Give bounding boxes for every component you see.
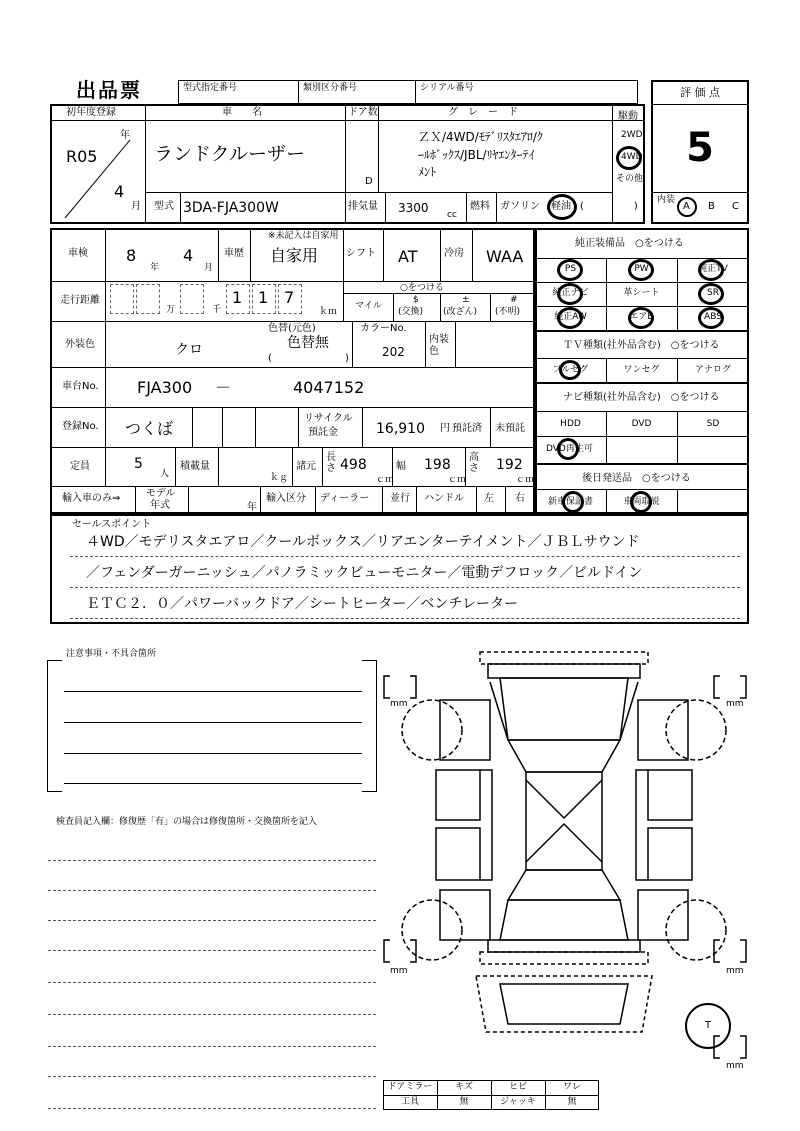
unknown-option[interactable]: (不明): [495, 307, 521, 317]
later-warranty-circle: [562, 491, 584, 513]
designation-label: 型式指定番号: [183, 83, 238, 93]
model-label: 型式: [154, 201, 174, 212]
inspection-label: 車検: [68, 248, 88, 259]
chassis-label: 車台No.: [62, 381, 99, 392]
legend-header-3: ヒビ: [508, 1082, 527, 1092]
legend-header-4: ワレ: [562, 1082, 581, 1092]
interior-a-circle: [677, 197, 697, 217]
chassis-value-1: FJA300: [137, 378, 193, 397]
equipment-title: 純正装備品 ○をつける: [575, 238, 684, 249]
first-reg-month: 4: [114, 182, 125, 201]
equip-navi[interactable]: 純正ナビ: [552, 288, 589, 298]
equip-ps-circle: [557, 259, 583, 281]
equip-pw[interactable]: PW: [634, 264, 649, 274]
repaint-value: 色替無: [287, 335, 329, 351]
tv-fullseg[interactable]: フルセグ: [552, 365, 589, 375]
tv-title: ＴＶ種類(社外品含む) ○をつける: [563, 340, 720, 351]
inspector-label: 検査員記入欄：修復歴「有」の場合は修復箇所・交換箇所を記入: [56, 817, 318, 827]
equip-tv[interactable]: 純正TV: [698, 264, 728, 274]
navi-sd[interactable]: SD: [706, 419, 720, 429]
recycle-label-1: リサイクル: [304, 413, 353, 424]
model-year-unit: 年: [247, 502, 257, 513]
width-cm: ｃｍ: [448, 475, 467, 485]
model-year-label-1: モデル: [146, 488, 176, 499]
grade-label: グ レ ー ド: [448, 107, 518, 118]
ext-color-value: クロ: [175, 342, 203, 358]
import-cat-label: 輸入区分: [266, 493, 306, 504]
grade-line-1: ＺＸ/4WD/ﾓﾃﾞﾘｽﾀｴｱﾛ/ｸ: [418, 130, 543, 144]
load-label: 積載量: [180, 461, 210, 472]
import-dealer[interactable]: ディーラー: [320, 493, 370, 504]
import-only-label: 輸入車のみ⇒: [62, 493, 121, 504]
dims-label: 諸元: [296, 461, 316, 472]
doors-value: D: [365, 176, 373, 187]
height-value: 192: [496, 457, 523, 473]
mm-rear-left: mm: [390, 966, 408, 976]
chassis-value-2: 4047152: [293, 378, 365, 397]
repaint-label: 色替(元色): [268, 323, 316, 334]
equip-tv-circle: [698, 259, 724, 281]
capacity-value: 5: [134, 456, 143, 472]
equip-leather[interactable]: 革シート: [623, 288, 660, 298]
inspection-year: 8: [126, 246, 137, 265]
notes-bracket-right: [362, 660, 377, 792]
interior-c[interactable]: C: [732, 201, 739, 212]
mile-option[interactable]: マイル: [355, 301, 382, 311]
ac-label: 冷房: [444, 248, 464, 259]
equip-ps[interactable]: PS: [564, 264, 577, 274]
legend-tools-value: 無: [459, 1097, 469, 1107]
legend-jack-value: 無: [567, 1097, 577, 1107]
recycle-yen: 円: [440, 423, 450, 434]
inspection-month: 4: [183, 246, 194, 265]
fuel-gasoline[interactable]: ガソリン: [500, 201, 540, 212]
later-manual-circle: [630, 491, 652, 513]
model-year-label-2: 年式: [150, 500, 170, 511]
handle-left[interactable]: 左: [484, 493, 494, 504]
drive-2wd[interactable]: 2WD: [621, 130, 643, 140]
spare-tire-label: T: [705, 1020, 712, 1031]
car-name-label: 車 名: [222, 107, 262, 118]
recycle-value: 16,910: [376, 421, 425, 437]
height-cm: ｃｍ: [516, 475, 535, 485]
displacement-unit: cc: [447, 210, 457, 220]
length-cm: ｃｍ: [376, 475, 395, 485]
unknown-symbol: #: [510, 295, 518, 305]
mm-front-right: mm: [726, 699, 744, 709]
legend-header-1: ドアミラー: [387, 1082, 433, 1092]
handle-label: ハンドル: [424, 493, 464, 504]
first-reg-era: R05: [66, 147, 98, 166]
page-title: 出品票: [76, 78, 142, 102]
recycle-unpaid[interactable]: 未預託: [495, 423, 525, 434]
mm-spare: mm: [726, 1061, 744, 1071]
capacity-label: 定員: [70, 461, 90, 472]
grade-line-3: ﾒﾝﾄ: [418, 165, 437, 179]
width-label: 幅: [396, 461, 406, 472]
sales-line-2: ／フェンダーガーニッシュ／パノラミックビューモニター／電動デフロック／ビルドイン: [86, 565, 643, 581]
fuel-diesel[interactable]: 軽油: [551, 201, 571, 212]
mileage-digit-2: 1: [258, 288, 269, 307]
equip-aw-circle: [557, 307, 583, 329]
import-parallel[interactable]: 並行: [390, 493, 410, 504]
length-value: 498: [340, 457, 367, 473]
equip-abs[interactable]: ABS: [704, 312, 722, 322]
chassis-dash: －: [215, 378, 232, 397]
tv-analog[interactable]: アナログ: [694, 365, 731, 375]
swap-symbol: $: [413, 295, 419, 305]
fuel-label: 燃料: [470, 201, 490, 212]
navi-dvd-playback-circle: [557, 438, 579, 460]
score-label: 評 価 点: [680, 86, 720, 99]
repaint-paren-open: (: [268, 353, 272, 364]
notes-bracket-left: [47, 660, 62, 792]
notes-label: 注意事項・不具合箇所: [66, 649, 157, 659]
equip-sr[interactable]: SR: [707, 288, 719, 298]
doors-label: ドア数: [348, 107, 378, 118]
first-reg-month-unit: 月: [131, 201, 141, 212]
navi-dvd-playback[interactable]: DVD再生可: [546, 444, 593, 454]
sales-label: セールスポイント: [72, 519, 152, 530]
sales-line-3: ＥＴＣ２．０／パワーバックドア／シートヒーター／ベンチレーター: [86, 596, 519, 612]
history-value: 自家用: [270, 246, 319, 265]
shift-label: シフト: [346, 248, 376, 259]
drive-other[interactable]: その他: [616, 174, 644, 184]
displacement-value: 3300: [398, 201, 429, 215]
mileage-digit-3: 7: [284, 288, 295, 307]
serial-label: シリアル番号: [420, 83, 474, 93]
equip-airbag-circle: [628, 307, 654, 329]
tv-oneseg[interactable]: ワンセグ: [623, 365, 660, 375]
later-warranty[interactable]: 新車保証書: [547, 497, 593, 507]
car-name-value: ランドクルーザー: [154, 143, 306, 165]
navi-dvd[interactable]: DVD: [631, 419, 652, 429]
fuel-paren: ( ): [580, 201, 638, 212]
later-manual[interactable]: 車両取説: [623, 497, 660, 507]
legend-jack-label: ジャッキ: [500, 1097, 536, 1107]
later-title: 後日発送品 ○をつける: [582, 473, 691, 484]
equip-navi-circle: [557, 283, 583, 305]
history-label: 車歴: [224, 248, 244, 259]
repaint-paren-close: ): [345, 353, 349, 364]
equip-sr-circle: [698, 283, 724, 305]
model-value: 3DA-FJA300W: [183, 200, 279, 216]
capacity-unit: 人: [160, 469, 170, 479]
width-value: 198: [424, 457, 451, 473]
color-no-value: 202: [382, 345, 405, 359]
interior-a[interactable]: A: [683, 201, 690, 212]
score-value: 5: [686, 125, 714, 171]
length-label: 長さ: [326, 452, 336, 474]
handle-right[interactable]: 右: [515, 493, 525, 504]
reg-no-label: 登録No.: [62, 421, 99, 432]
mileage-sen-unit: 千: [212, 305, 222, 315]
inspection-month-unit: 月: [204, 263, 214, 273]
recycle-paid[interactable]: 預託済: [452, 423, 482, 434]
int-color-label: 内装色: [429, 334, 449, 357]
equip-pw-circle: [628, 259, 654, 281]
mileage-digit-1: 1: [232, 288, 243, 307]
drive-label: 駆動: [618, 111, 638, 122]
interior-label: 内装: [657, 195, 676, 205]
first-reg-label: 初年度登録: [66, 107, 116, 118]
ext-color-label: 外装色: [65, 339, 95, 350]
recycle-label-2: 預託金: [308, 427, 338, 438]
inspection-year-unit: 年: [150, 263, 160, 273]
legend-header-2: キズ: [455, 1082, 473, 1092]
equip-abs-circle: [698, 307, 724, 329]
navi-title: ナビ種類(社外品含む) ○をつける: [563, 392, 720, 403]
header-code-strip: [178, 80, 638, 104]
color-no-label: カラーNo.: [360, 323, 407, 334]
sales-line-1: ４WD／モデリスタエアロ／クールボックス／リアエンターテイメント／ＪＢＬサウンド: [86, 534, 640, 550]
vehicle-diagram: [380, 640, 760, 1100]
reg-no-value: つくば: [125, 419, 174, 438]
displacement-label: 排気量: [348, 201, 378, 212]
mm-front-left: mm: [390, 699, 408, 709]
mileage-km-unit: ｋｍ: [319, 307, 338, 317]
tamper-symbol: ±: [462, 295, 470, 305]
load-unit: ｋｇ: [270, 473, 289, 483]
equip-airbag[interactable]: エアB: [629, 312, 654, 322]
category-label: 類別区分番号: [303, 83, 358, 93]
mileage-circle-note: ○をつける: [400, 283, 444, 293]
drive-4wd-circle: [616, 146, 642, 170]
interior-b[interactable]: B: [708, 201, 715, 212]
mileage-man-unit: 万: [166, 305, 176, 315]
swap-option[interactable]: (交換): [398, 307, 424, 317]
ac-value: WAA: [486, 247, 524, 266]
tv-fullseg-circle: [559, 360, 581, 380]
drive-4wd[interactable]: 4WD: [621, 152, 643, 162]
height-label: 高さ: [469, 452, 479, 474]
mileage-label: 走行距離: [60, 295, 100, 306]
first-reg-year-unit: 年: [120, 130, 130, 141]
navi-hdd[interactable]: HDD: [560, 419, 581, 429]
equip-aw[interactable]: 純正AW: [554, 312, 587, 322]
shift-value: AT: [398, 247, 418, 266]
tamper-option[interactable]: (改ざん): [443, 307, 478, 317]
fuel-diesel-circle: [547, 194, 577, 220]
legend-tools-label: 工具: [400, 1097, 419, 1107]
grade-line-2: ｰﾙﾎﾞｯｸｽ/JBL/ﾘﾔｴﾝﾀｰﾃｲ: [418, 148, 535, 162]
history-note: ※未記入は自家用: [268, 231, 339, 241]
mm-rear-right: mm: [726, 966, 744, 976]
